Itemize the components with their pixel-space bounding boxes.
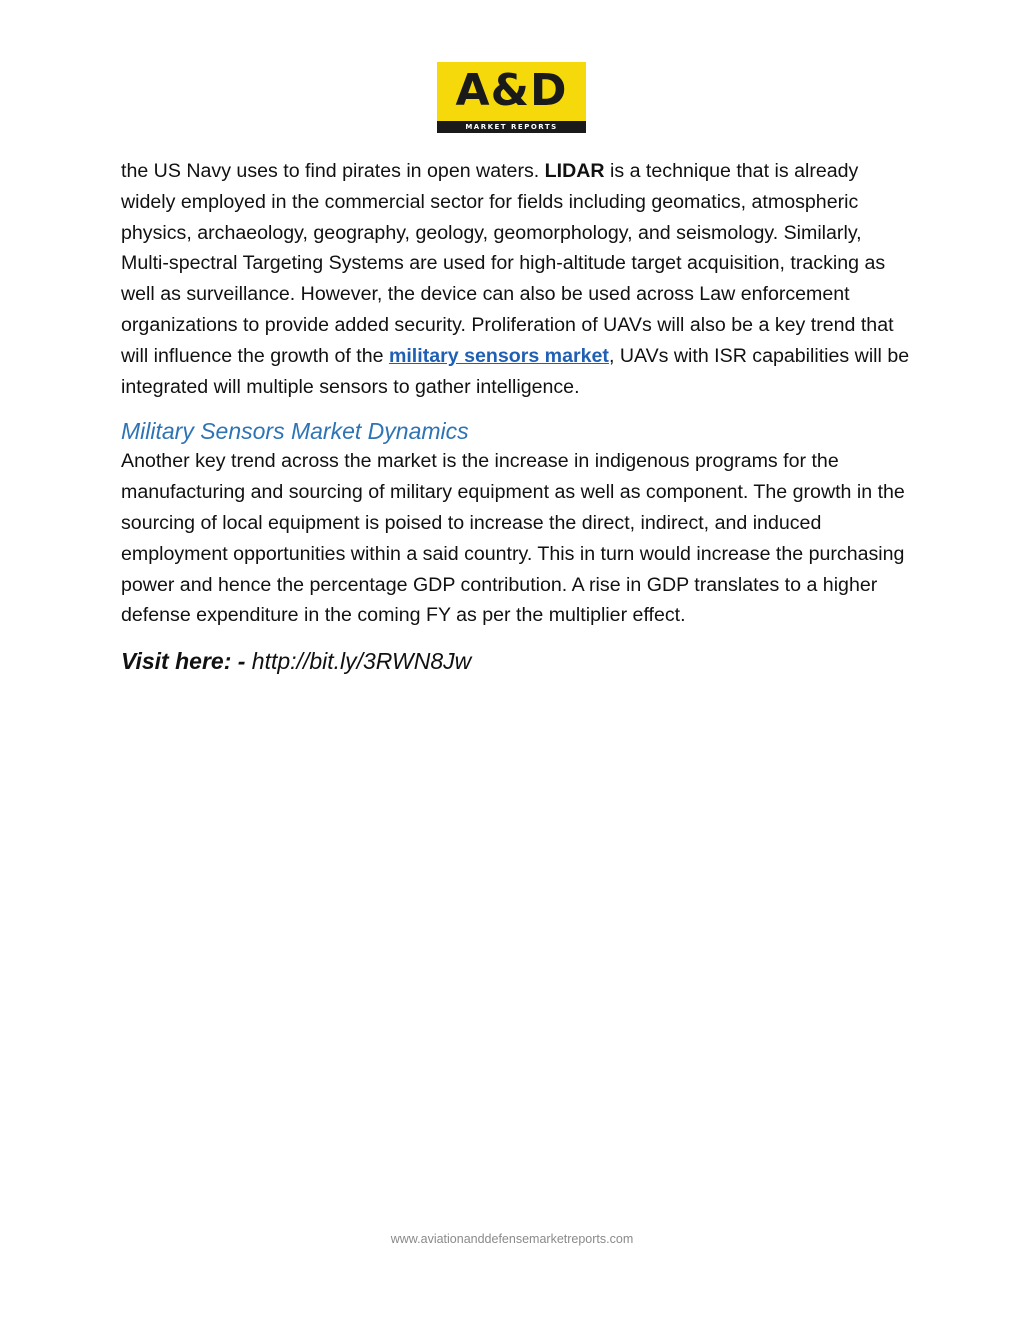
section-heading: Military Sensors Market Dynamics xyxy=(121,418,469,445)
logo-main-text: A&D xyxy=(455,65,568,116)
military-sensors-market-link[interactable]: military sensors market xyxy=(388,344,609,367)
visit-label: Visit here: - xyxy=(121,648,252,675)
visit-url[interactable]: http://bit.ly/3RWN8Jw xyxy=(251,648,472,675)
company-logo xyxy=(437,62,586,133)
intro-text-2: is a technique that is already widely employed in the commercial sector for fields including geomatics, atmospheric physics, archaeology, geography, geology, geomorphology, and seismology. Similarly, Multi-spectral Targeting Systems are used for high-altitude target acquisition, tracking as well as surveillance. However, the device can also be used across Law enforcement organizations to provide added security. Proliferation of UAVs will also be a key trend that will influence the growth of the xyxy=(121,160,894,367)
visit-line xyxy=(121,645,911,677)
document-body xyxy=(121,156,911,677)
intro-text-1: the US Navy uses to find pirates in open waters. xyxy=(121,160,545,182)
footer-website: www.aviationanddefensemarketreports.com xyxy=(390,1232,634,1246)
lidar-term: LIDAR xyxy=(544,160,605,182)
logo-sub-text: MARKET REPORTS xyxy=(437,121,586,133)
intro-paragraph xyxy=(121,156,911,402)
intro-text-3: , UAVs with ISR capabilities will be integrated will multiple sensors to gather intelligence. xyxy=(121,344,910,398)
dynamics-paragraph: Another key trend across the market is the increase in indigenous programs for the manufacturing and sourcing of military equipment as well as component. The growth in the sourcing of local equipment is poised to increase the direct, indirect, and induced employment opportunities within a said country. This in turn would increase the purchasing power and hence the percentage GDP contribution. A rise in GDP translates to a higher defense expenditure in the coming FY as per the multiplier effect. xyxy=(121,450,905,627)
